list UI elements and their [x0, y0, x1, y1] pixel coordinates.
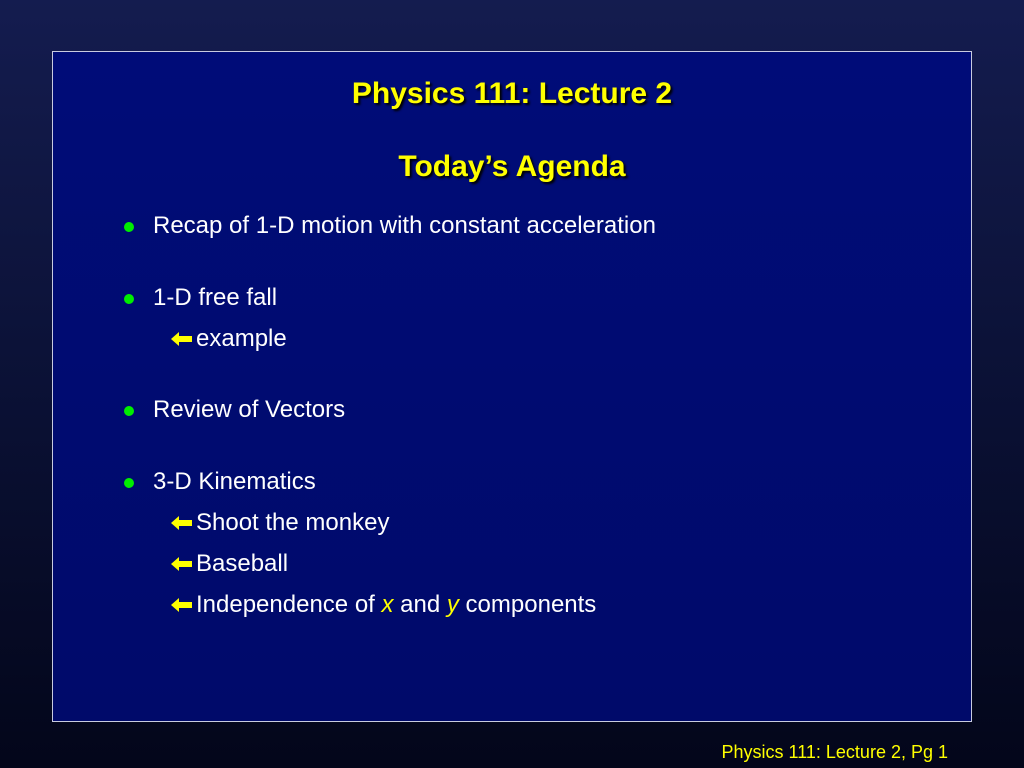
- independence-suffix: components: [458, 591, 597, 618]
- agenda-subitem-baseball: Baseball: [196, 550, 289, 577]
- agenda-item-free-fall: 1-D free fall: [153, 284, 278, 311]
- arrow-left-icon: [170, 554, 194, 574]
- bullet-dot-icon: [124, 222, 134, 232]
- bullet-dot-icon: [124, 294, 134, 304]
- agenda-item-vectors: Review of Vectors: [153, 396, 346, 423]
- agenda-subitem-independence: [196, 591, 596, 619]
- independence-mid: and: [393, 591, 447, 618]
- arrow-left-icon: [170, 329, 194, 349]
- arrow-left-icon: [170, 513, 194, 533]
- agenda-subitem-example: example: [196, 325, 287, 352]
- slide-subtitle: Today’s Agenda: [398, 150, 626, 183]
- variable-y: y: [446, 591, 459, 618]
- arrow-left-icon: [170, 595, 194, 615]
- independence-prefix: Independence of: [196, 591, 382, 618]
- bullet-dot-icon: [124, 478, 134, 488]
- agenda-item-kinematics: 3-D Kinematics: [153, 468, 316, 495]
- agenda-subitem-monkey: Shoot the monkey: [196, 509, 390, 536]
- bullet-dot-icon: [124, 406, 134, 416]
- agenda-item-recap: Recap of 1-D motion with constant acceleration: [153, 212, 656, 239]
- slide-footer: Physics 111: Lecture 2, Pg 1: [721, 742, 948, 762]
- variable-x: x: [381, 591, 394, 618]
- slide-title: Physics 111: Lecture 2: [351, 77, 673, 110]
